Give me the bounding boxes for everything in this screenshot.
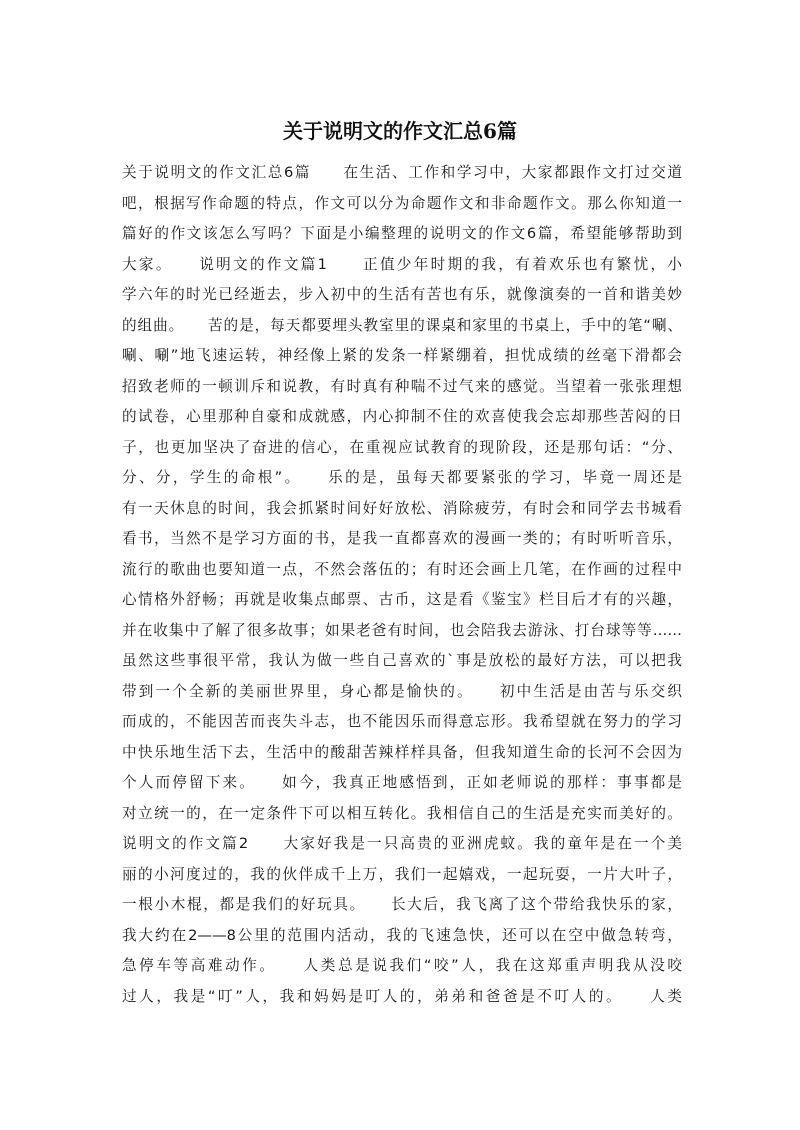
- body-line: 说明文的作文篇2 大家好我是一只高贵的亚洲虎蚊。我的童年是在一个美: [122, 835, 682, 852]
- body-line: 关于说明文的作文汇总6篇 在生活、工作和学习中，大家都跟作文打过交道: [122, 164, 682, 181]
- body-line: 分、分，学生的命根”。 乐的是，虽每天都要紧张的学习，毕竟一周还是: [122, 469, 682, 486]
- body-line: 流行的歌曲也要知道一点，不然会落伍的；有时还会画上几笔，在作画的过程中: [122, 560, 682, 578]
- body-line: 的试卷，心里那种自豪和成就感，内心抑制不住的欢喜使我会忘却那些苦闷的日: [122, 408, 682, 425]
- body-line: 急停车等高难动作。 人类总是说我们“咬”人，我在这郑重声明我从没咬: [122, 957, 682, 974]
- body-line: 而成的，不能因苦而丧失斗志，也不能因乐而得意忘形。我希望就在努力的学习: [122, 713, 682, 730]
- body-line: 丽的小河度过的，我的伙伴成千上万，我们一起嬉戏，一起玩耍，一片大叶子，: [122, 865, 682, 883]
- body-line: 看书，当然不是学习方面的书，是我一直都喜欢的漫画一类的；有时听听音乐，: [122, 530, 682, 547]
- body-line: 篇好的作文该怎么写吗？下面是小编整理的说明文的作文6篇，希望能够帮助到: [122, 225, 682, 242]
- body-line: 虽然这些事很平常，我认为做一些自己喜欢的`事是放松的最好方法，可以把我: [122, 652, 682, 669]
- body-line: 对立统一的，在一定条件下可以相互转化。我相信自己的生活是充实而美好的。: [122, 804, 682, 822]
- body-line: 过人，我是“叮”人，我和妈妈是叮人的，弟弟和爸爸是不叮人的。 人类: [122, 987, 682, 1005]
- body-line: 带到一个全新的美丽世界里，身心都是愉快的。 初中生活是由苦与乐交织: [122, 682, 682, 700]
- body-line: 唰、唰”地飞速运转，神经像上紧的发条一样紧绷着，担忧成绩的丝毫下滑都会: [122, 347, 682, 364]
- body-line: 个人而停留下来。 如今，我真正地感悟到，正如老师说的那样：事事都是: [122, 774, 682, 791]
- body-line: 子，也更加坚决了奋进的信心，在重视应试教育的现阶段，还是那句话：“分、: [122, 438, 682, 456]
- body-line: 学六年的时光已经逝去，步入初中的生活有苦也有乐，就像演奏的一首和谐美妙: [122, 286, 682, 303]
- document-body: [122, 158, 682, 1012]
- body-line: 中快乐地生活下去，生活中的酸甜苦辣样样具备，但我知道生命的长河不会因为: [122, 743, 682, 761]
- body-line: 吧，根据写作命题的特点，作文可以分为命题作文和非命题作文。那么你知道一: [122, 194, 682, 212]
- body-line: 的组曲。 苦的是，每天都要埋头教室里的课桌和家里的书桌上，手中的笔“唰、: [122, 316, 682, 334]
- body-line: 并在收集中了解了很多故事；如果老爸有时间，也会陪我去游泳、打台球等等……: [122, 621, 682, 639]
- document-title: 关于说明文的作文汇总6篇: [283, 119, 517, 143]
- body-line: 招致老师的一顿训斥和说教，有时真有种喘不过气来的感觉。当望着一张张理想: [122, 377, 682, 395]
- body-line: 大家。 说明文的作文篇1 正值少年时期的我，有着欢乐也有繁忧，小: [122, 255, 682, 273]
- body-line: 一根小木棍，都是我们的好玩具。 长大后，我飞离了这个带给我快乐的家，: [122, 896, 682, 913]
- body-line: 心情格外舒畅；再就是收集点邮票、古币，这是看《鉴宝》栏目后才有的兴趣，: [122, 591, 682, 608]
- body-line: 有一天休息的时间，我会抓紧时间好好放松、消除疲劳，有时会和同学去书城看: [122, 499, 682, 517]
- body-line: 我大约在2——8公里的范围内活动，我的飞速急快，还可以在空中做急转弯，: [122, 926, 682, 944]
